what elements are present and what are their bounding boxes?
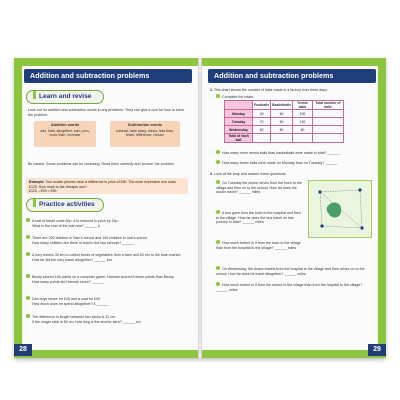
- question-bullet-icon: [26, 252, 30, 256]
- question-text: This chart shows the number of balls made in a factory over three days.: [213, 88, 328, 92]
- question-2c: [216, 160, 372, 166]
- subtraction-words: subtract, take away, minus, less than, fewer, difference, reduce: [115, 128, 175, 138]
- question-6: [26, 314, 190, 324]
- addition-words-box: [34, 121, 96, 147]
- table-cell: 120: [292, 118, 312, 126]
- balls-table: [224, 100, 344, 143]
- question-text: Dan buys shoes for £26 and a coat for £40.: [32, 297, 101, 301]
- learn-revise-heading: [26, 90, 104, 104]
- table-header-cell: Footballs: [253, 101, 271, 110]
- question-bullet-icon: [216, 240, 220, 244]
- question-bullet-icon: [216, 94, 220, 98]
- practice-heading: [26, 198, 104, 212]
- question-prompt[interactable]: If the longer stick is 50 cm, how long is the shorter stick? ______ cm: [32, 319, 141, 324]
- subtraction-words-box: [110, 121, 180, 147]
- table-header-cell: Total number of balls: [312, 101, 343, 110]
- question-prompt[interactable]: How much further is it from the town to the village than from the hospital to the village? ______ miles: [216, 241, 301, 250]
- question-bullet-icon: [216, 150, 220, 154]
- heading-label: Practice activities: [39, 201, 95, 208]
- table-row: [225, 126, 344, 134]
- question-2a: [216, 94, 366, 100]
- hospital-marker-icon: [320, 224, 323, 227]
- table-cell: Monday: [225, 110, 253, 118]
- intro-text: Look out for addition and subtraction words in any problems. They can give a clue for how to solve the problem.: [28, 108, 185, 117]
- question-prompt[interactable]: How many fewer balls were made on Monday than on Tuesday? ______: [222, 161, 338, 165]
- question-3c: [216, 240, 304, 250]
- question-1: [26, 218, 190, 228]
- green-frame: [14, 58, 200, 66]
- question-4: [26, 274, 190, 284]
- question-3a: [216, 180, 304, 195]
- example-calc: £120 – £30 = £90: [29, 189, 57, 194]
- question-text: Complete the totals.: [222, 95, 254, 99]
- town-marker-icon: [318, 190, 321, 193]
- question-bullet-icon: [26, 296, 30, 300]
- question-3b: [216, 210, 304, 225]
- page-number: 28: [14, 344, 32, 356]
- table-cell: 100: [292, 110, 312, 118]
- table-cell: Tuesday: [225, 118, 253, 126]
- table-cell: 60: [271, 110, 293, 118]
- table-cell: Total of each ball: [225, 134, 253, 143]
- question-prompt[interactable]: How many children are there in total in the two schools? ______: [32, 240, 135, 245]
- heading-bar-icon: [33, 91, 36, 99]
- page-number: 29: [368, 344, 386, 356]
- example-label: Example:: [29, 180, 45, 184]
- school-marker-icon: [360, 226, 363, 229]
- green-frame: [14, 350, 200, 358]
- table-row: [225, 110, 344, 118]
- question-3e: [216, 282, 372, 292]
- question-5: [26, 296, 190, 306]
- table-row: [225, 118, 344, 126]
- table-cell-answer[interactable]: [312, 126, 343, 134]
- question-2b: [216, 150, 372, 156]
- question-prompt[interactable]: On Wednesday the doctor travels from the hospital to the village and then drives on to the school. How far does he travel altogether? ______ miles: [216, 267, 365, 276]
- page-title: Addition and subtraction problems: [208, 69, 376, 83]
- table-cell: Wednesday: [225, 126, 253, 134]
- green-frame: [200, 350, 386, 358]
- table-cell: 40: [253, 110, 271, 118]
- table-row: [225, 134, 344, 143]
- table-header-cell: Basketballs: [271, 101, 293, 110]
- question-prompt[interactable]: How far did the lorry travel altogether? ______ km: [32, 257, 112, 262]
- table-cell-answer[interactable]: [271, 134, 293, 143]
- question-prompt[interactable]: How many more tennis balls than basketballs were made in total? ______: [222, 151, 340, 155]
- example-box: [26, 178, 188, 194]
- question-3: [26, 252, 190, 262]
- green-frame: [14, 58, 22, 358]
- table-header-cell: Tennis balls: [292, 101, 312, 110]
- subtraction-heading: Subtraction words: [127, 122, 163, 127]
- careful-text: Be careful. Some problems can be confusing. Read them carefully and 'picture' the problem.: [28, 162, 175, 166]
- question-text: Becky scored 145 points on a computer game. Hannah scored 8 fewer points than Becky.: [32, 275, 175, 279]
- book-spine: [198, 58, 202, 358]
- question-prompt[interactable]: How much further is it from the school to the village than from the hospital to the village? ______ miles: [216, 283, 363, 292]
- table-cell-answer[interactable]: [253, 134, 271, 143]
- page-title: Addition and subtraction problems: [24, 69, 192, 83]
- table-cell: 60: [253, 126, 271, 134]
- workbook-spread: [14, 58, 386, 358]
- question-bullet-icon: [216, 282, 220, 286]
- question-prompt[interactable]: What is the cost of the loaf now? ______ p: [32, 223, 100, 228]
- question-2-intro: 2. This chart shows the number of balls made in a factory over three days.: [210, 88, 328, 92]
- table-cell-answer[interactable]: [312, 118, 343, 126]
- question-text: Look at the map and answer these questions.: [214, 172, 287, 176]
- question-bullet-icon: [26, 314, 30, 318]
- table-cell-answer[interactable]: [312, 110, 343, 118]
- question-bullet-icon: [216, 180, 220, 184]
- table-cell: 80: [271, 126, 293, 134]
- table-cell: 70: [253, 118, 271, 126]
- question-3-intro: 3. Look at the map and answer these questions.: [210, 172, 287, 176]
- table-cell-answer[interactable]: [312, 134, 343, 143]
- green-frame: [200, 58, 386, 66]
- left-page: [14, 58, 200, 358]
- question-text: The difference in length between two sticks is 12 cm.: [32, 315, 117, 319]
- question-bullet-icon: [26, 274, 30, 278]
- table-cell: 50: [271, 118, 293, 126]
- heading-label: Learn and revise: [39, 93, 92, 100]
- question-prompt[interactable]: On Tuesday the doctor drives from the town to the village and then on to the school. How far does the doctor travel? ______ miles: [216, 181, 302, 195]
- question-text: A loaf of bread costs 80p. It is reduced in price by 15p.: [32, 219, 119, 223]
- green-frame: [378, 58, 386, 358]
- question-bullet-icon: [216, 266, 220, 270]
- addition-heading: Addition words: [50, 122, 80, 127]
- question-bullet-icon: [26, 235, 30, 239]
- question-3d: [216, 266, 372, 276]
- right-page: [200, 58, 386, 358]
- table-cell-answer[interactable]: [292, 134, 312, 143]
- question-prompt[interactable]: How many points did Hannah score? ______: [32, 279, 104, 284]
- table-header-cell: [225, 101, 253, 110]
- question-prompt[interactable]: How much does he spend altogether? £ ______: [32, 301, 109, 306]
- example-text: Two mobile phones have a difference in price of £30. The more expensive one costs £120. How much is the cheaper one?: [29, 180, 176, 189]
- question-2: [26, 235, 190, 245]
- question-bullet-icon: [216, 160, 220, 164]
- table-cell: 80: [292, 126, 312, 134]
- heading-bar-icon: [33, 199, 36, 207]
- village-marker-icon: [358, 188, 361, 191]
- question-prompt[interactable]: A bus goes from the town to the hospital and then to the village. How far does the bus travel on this journey in total? ______ miles: [216, 211, 301, 225]
- question-bullet-icon: [216, 210, 220, 214]
- table-header-row: [225, 101, 344, 110]
- map: [308, 180, 372, 238]
- question-bullet-icon: [26, 218, 30, 222]
- addition-words: add, total, altogether, sum, plus, more than, increase: [40, 128, 90, 138]
- question-text: There are 200 children in Sam's school and 190 children in Joel's school.: [32, 236, 149, 240]
- question-text: A lorry travels 35 km to collect boxes of vegetables from a farm and 60 km to the town market.: [32, 253, 182, 257]
